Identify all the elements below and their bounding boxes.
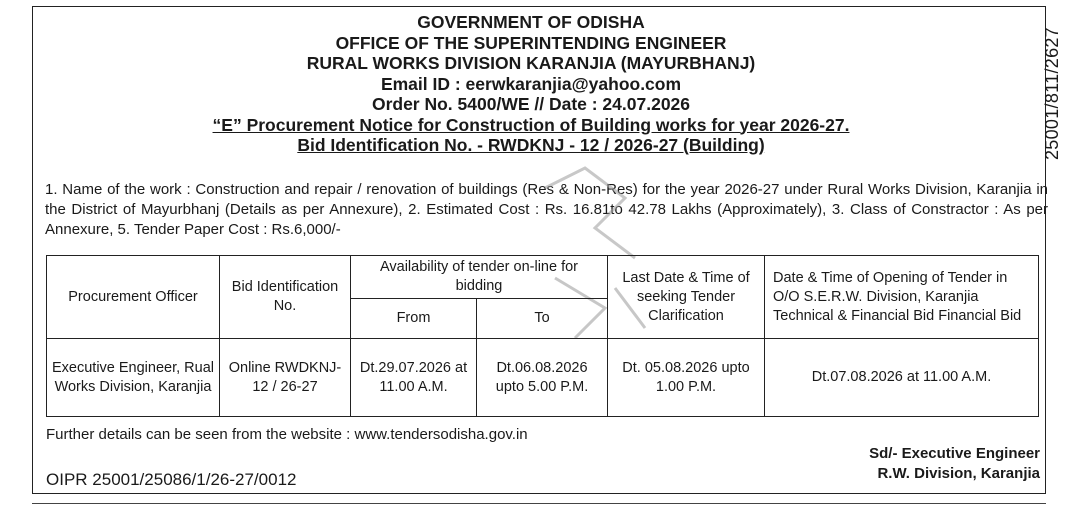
cell-from: Dt.29.07.2026 at 11.00 A.M. (351, 339, 477, 417)
order-line: Order No. 5400/WE // Date : 24.07.2026 (371, 94, 691, 114)
government-title: GOVERNMENT OF ODISHA (417, 12, 645, 32)
table-row (47, 339, 1039, 417)
header-to: To (477, 299, 608, 339)
header-opening-date: Date & Time of Opening of Tender in O/O S.E.R.W. Division, Karanjia Technical & Financial Bid Financial Bid (765, 256, 1039, 339)
division-title: RURAL WORKS DIVISION KARANJIA (MAYURBHANJ) (306, 53, 756, 73)
work-description: 1. Name of the work : Construction and repair / renovation of buildings (Res & Non-Res) for the year 2026-27 under Rural Works Division, Karanjia in the District of Mayurbhanj (Details as per Annexure), 2. Estimated Cost : Rs. 16.81to 42.78 Lakhs (Approximately), 3. Class of Constractor : As per Annexure, 5. Tender Paper Cost : Rs.6,000/- (45, 181, 1048, 238)
email-line: Email ID : eerwkaranjia@yahoo.com (380, 73, 682, 94)
cell-to: Dt.06.08.2026 upto 5.00 P.M. (477, 339, 608, 417)
side-reference-text: 25001/811/2627 (1041, 26, 1062, 160)
tender-schedule-table (46, 255, 1039, 417)
bid-identification-line: Bid Identification No. - RWDKNJ - 12 / 2026-27 (Building) (297, 135, 765, 155)
side-reference-number (1032, 8, 1072, 178)
header-procurement-officer: Procurement Officer (47, 256, 220, 339)
table-header-row (47, 256, 1039, 299)
cell-procurement-officer: Executive Engineer, Rual Works Division, Karanjia (47, 339, 220, 417)
cell-bid-identification: Online RWDKNJ-12 / 26-27 (220, 339, 351, 417)
oipr-number: OIPR 25001/25086/1/26-27/0012 (46, 470, 297, 489)
header-bid-identification: Bid Identification No. (220, 256, 351, 339)
signature-designation: Sd/- Executive Engineer (869, 445, 1040, 462)
cell-last-date: Dt. 05.08.2026 upto 1.00 P.M. (608, 339, 765, 417)
header-last-date: Last Date & Time of seeking Tender Clarification (608, 256, 765, 339)
header-availability: Availability of tender on-line for bidding (351, 256, 608, 299)
header-from: From (351, 299, 477, 339)
cell-opening-date: Dt.07.08.2026 at 11.00 A.M. (765, 339, 1039, 417)
notice-title: “E” Procurement Notice for Construction of Building works for year 2026-27. (212, 114, 850, 135)
notice-header (36, 12, 1026, 156)
further-details-line: Further details can be seen from the website : www.tendersodisha.gov.in (46, 426, 528, 443)
signature-block (790, 444, 1040, 484)
office-title: OFFICE OF THE SUPERINTENDING ENGINEER (335, 32, 727, 53)
signature-office: R.W. Division, Karanjia (877, 465, 1040, 482)
bottom-divider (32, 503, 1046, 504)
